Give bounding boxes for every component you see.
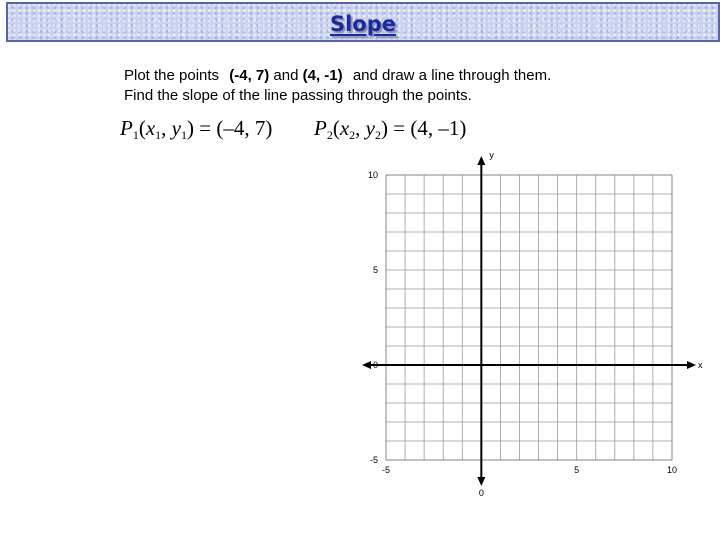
instruction-text: and draw a line through them. <box>352 67 552 84</box>
point-2-formula: $P_2(x_2$, $y_2) = (4$, –1) <box>314 116 467 142</box>
x-tick-label: -5 <box>381 465 391 475</box>
grid-lines <box>386 175 672 460</box>
x-axis-arrow-right <box>687 361 696 369</box>
axes <box>362 156 696 486</box>
instruction-line-2: Find the slope of the line passing through the points. <box>124 87 472 104</box>
y-axis-arrow-down <box>477 477 485 486</box>
y-axis-label: y <box>489 150 494 160</box>
y-axis-arrow-up <box>477 156 485 165</box>
x-tick-label: 5 <box>574 465 580 475</box>
x-axis-arrow-left <box>362 361 371 369</box>
and-text: and <box>273 67 299 84</box>
x-axis-label: x <box>698 360 703 370</box>
y-tick-label: 10 <box>367 170 378 180</box>
page-title: Slope <box>329 12 397 36</box>
y-tick-label: 0 <box>372 360 378 370</box>
point-1: (-4, 7) <box>229 67 270 84</box>
x-tick-label: 10 <box>666 465 678 475</box>
point-1-formula: $P_1(x_1$, $y_1) = (-4$, 7) <box>120 116 273 142</box>
y-tick-label: -5 <box>369 455 378 465</box>
y-tick-label: 5 <box>372 265 378 275</box>
origin-label: 0 <box>478 488 484 498</box>
instruction-text: Plot the points <box>124 67 220 84</box>
grid-border <box>386 175 672 460</box>
point-2: (4, -1) <box>302 67 343 84</box>
